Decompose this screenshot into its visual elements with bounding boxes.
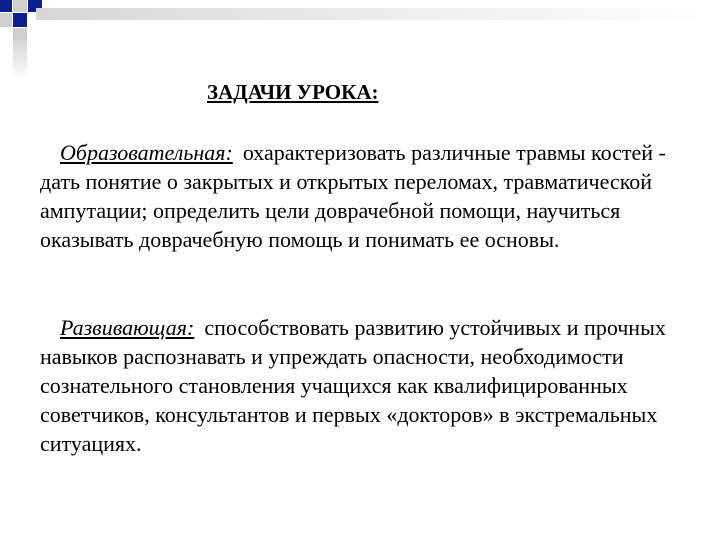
paragraph-label-developmental: Развивающая: bbox=[60, 315, 195, 340]
paragraph-text-educational: охарактеризовать различные травмы костей - дать понятие о закрытых и открытых переломах, травматической ампутации; определить цели доврачебной помощи, научиться оказывать доврачебную помощь и понимать ее основы. bbox=[40, 140, 666, 252]
paragraph-text-developmental: способствовать развитию устойчивых и прочных навыков распознавать и упреждать опасности, необходимости сознательного становления учащихся как квалифицированных советчиков, консультантов и первых «докторов» в экстремальных ситуациях. bbox=[40, 315, 666, 456]
paragraph-label-educational: Образовательная: bbox=[60, 140, 233, 165]
corner-square-gray-2 bbox=[0, 13, 12, 27]
corner-square-blue-3 bbox=[13, 13, 27, 27]
slide-title: ЗАДАЧИ УРОКА: bbox=[207, 80, 379, 104]
side-gradient-bar bbox=[13, 40, 27, 80]
corner-square-gray-1 bbox=[13, 0, 27, 12]
paragraph-developmental bbox=[40, 313, 680, 458]
top-gradient-bar bbox=[36, 8, 720, 20]
corner-square-gray-3 bbox=[13, 28, 27, 40]
corner-square-blue-1 bbox=[0, 0, 12, 12]
paragraph-educational bbox=[40, 138, 680, 254]
